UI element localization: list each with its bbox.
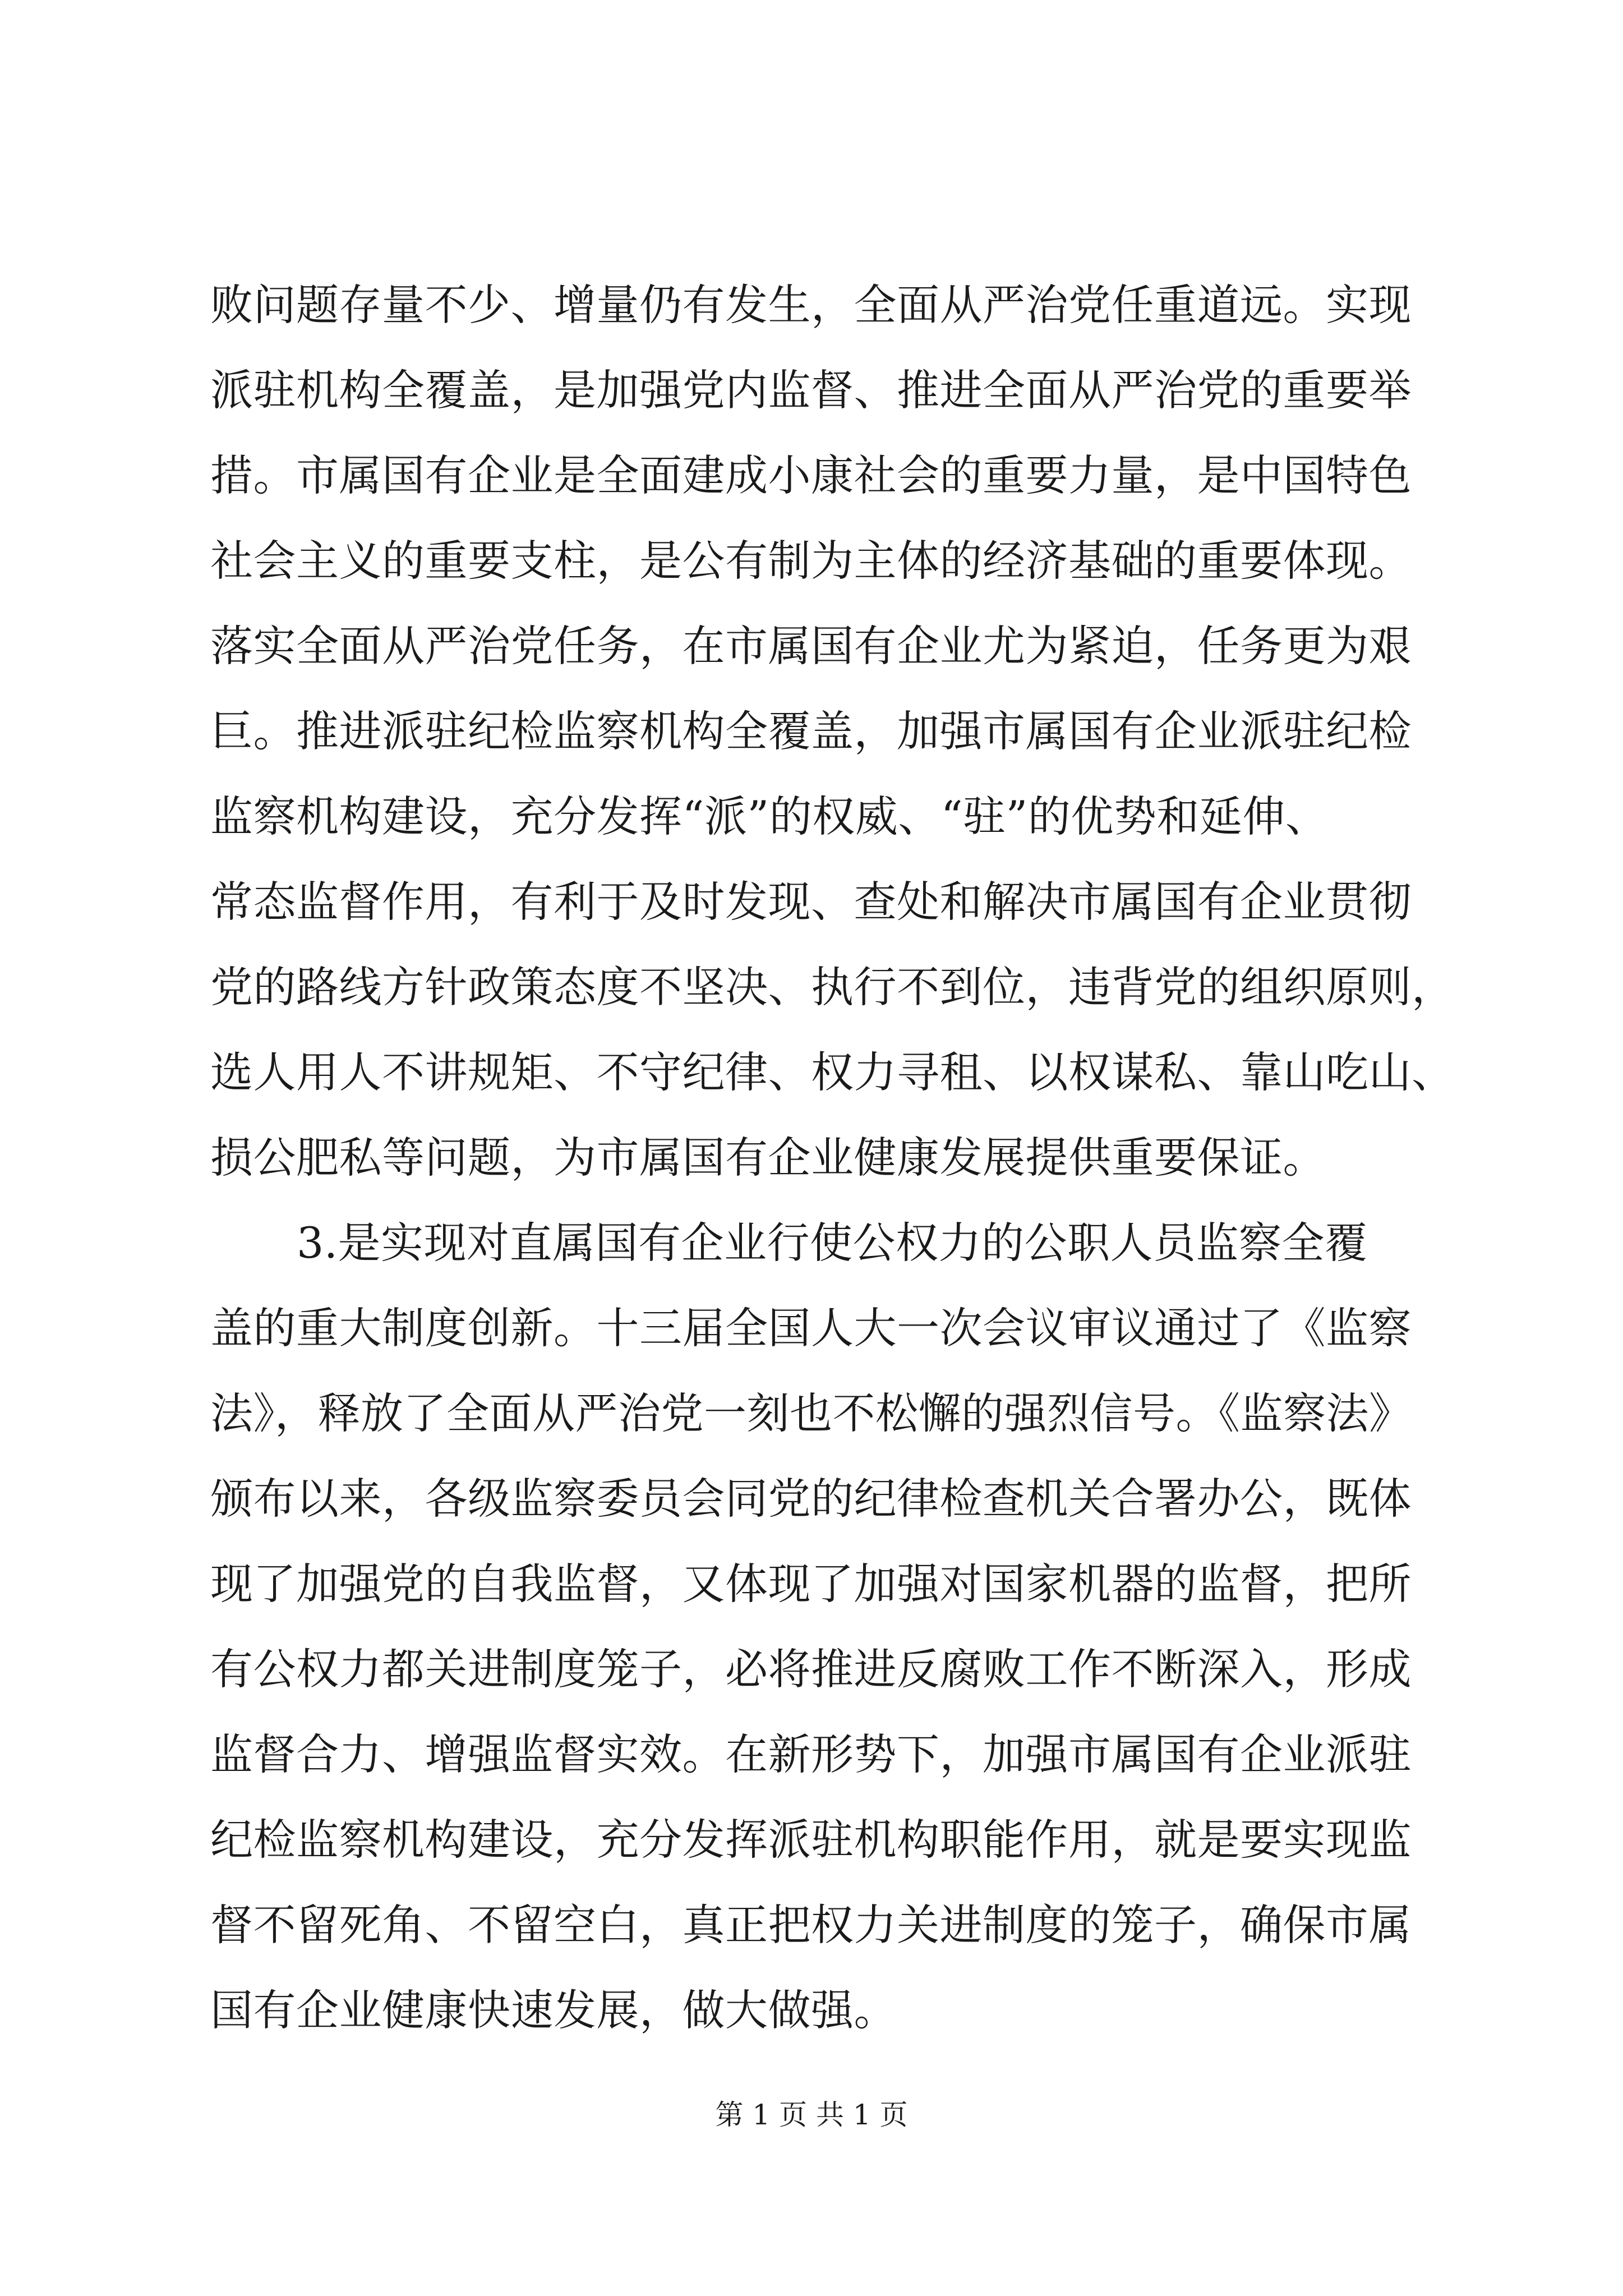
text-line: 败问题存量不少、增量仍有发生，全面从严治党任重道远。实现 [210, 280, 1412, 330]
text-line: 选人用人不讲规矩、不守纪律、权力寻租、以权谋私、靠山吃山、 [210, 1047, 1455, 1097]
text-line: 派驻机构全覆盖，是加强党内监督、推进全面从严治党的重要举 [210, 365, 1412, 415]
text-line: 督不留死角、不留空白，真正把权力关进制度的笼子，确保市属 [210, 1900, 1412, 1950]
text-line: 法》，释放了全面从严治党一刻也不松懈的强烈信号。《监察法》 [210, 1388, 1412, 1438]
text-line: 措。市属国有企业是全面建成小康社会的重要力量，是中国特色 [210, 450, 1412, 500]
text-line: 现了加强党的自我监督，又体现了加强对国家机器的监督，把所 [210, 1559, 1412, 1609]
text-line: 落实全面从严治党任务，在市属国有企业尤为紧迫，任务更为艰 [210, 621, 1412, 671]
text-line: 国有企业健康快速发展，做大做强。 [210, 1985, 897, 2035]
text-line: 有公权力都关进制度笼子，必将推进反腐败工作不断深入，形成 [210, 1644, 1412, 1694]
text-line: 巨。推进派驻纪检监察机构全覆盖，加强市属国有企业派驻纪检 [210, 706, 1412, 756]
text-line: 监督合力、增强监督实效。在新形势下，加强市属国有企业派驻 [210, 1729, 1412, 1779]
text-line: 党的路线方针政策态度不坚决、执行不到位，违背党的组织原则， [210, 962, 1455, 1012]
paragraph-start-line: 3.是实现对直属国有企业行使公权力的公职人员监察全覆 [297, 1218, 1368, 1268]
text-line: 损公肥私等问题，为市属国有企业健康发展提供重要保证。 [210, 1133, 1326, 1182]
page-number-footer: 第 1 页 共 1 页 [715, 2099, 908, 2131]
text-line: 盖的重大制度创新。十三届全国人大一次会议审议通过了《监察 [210, 1303, 1412, 1353]
text-line: 颁布以来，各级监察委员会同党的纪律检查机关合署办公，既体 [210, 1474, 1412, 1524]
text-line: 监察机构建设，充分发挥“派”的权威、“驻”的优势和延伸、 [210, 792, 1329, 841]
text-line: 常态监督作用，有利于及时发现、查处和解决市属国有企业贯彻 [210, 877, 1412, 927]
text-line: 纪检监察机构建设，充分发挥派驻机构职能作用，就是要实现监 [210, 1815, 1412, 1865]
body-text [210, 263, 1455, 2053]
text-line: 社会主义的重要支柱，是公有制为主体的经济基础的重要体现。 [210, 536, 1412, 586]
